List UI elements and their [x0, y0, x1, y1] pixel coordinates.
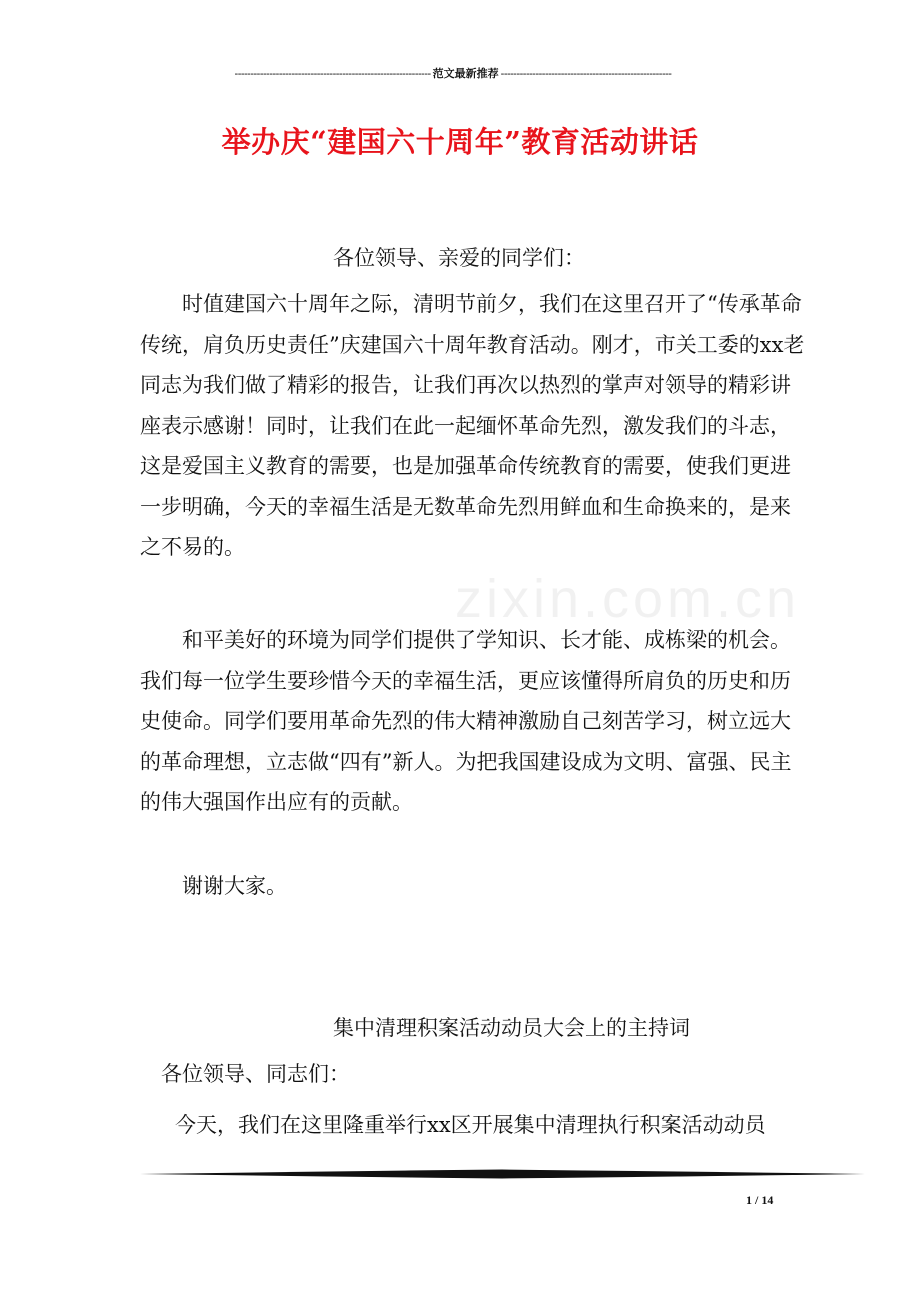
header-label: 范文最新推荐: [432, 68, 499, 80]
header-dashes-left: --------------------------------------------------------------: [234, 68, 431, 80]
header-dashes-right: ------------------------------------------------------: [500, 68, 672, 80]
footer-rule: [140, 1168, 865, 1180]
second-first-line: 今天，我们在这里隆重举行xx区开展集中清理执行积案活动动员: [175, 1113, 766, 1137]
second-greeting: 各位领导、同志们：: [161, 1062, 350, 1086]
paragraph-3: 谢谢大家。: [182, 874, 287, 898]
speech-body-3: [140, 866, 805, 907]
paragraph-1: 时值建国六十周年之际，清明节前夕，我们在这里召开了“传承革命传统，肩负历史责任”庆建国六十周年教育活动。刚才，市关工委的xx老同志为我们做了精彩的报告，让我们再次以热烈的掌声对领导的精彩讲座表示感谢！同时，让我们在此一起缅怀革命先烈，激发我们的斗志，这是爱国主义教育的需要，也是加强革命传统教育的需要，使我们更进一步明确，今天的幸福生活是无数革命先烈用鲜血和生命换来的，是来之不易的。: [140, 292, 805, 559]
page-number: 1 / 14: [746, 1193, 774, 1207]
document-title: 举办庆“建国六十周年”教育活动讲话: [221, 125, 699, 159]
greeting: 各位领导、亲爱的同学们：: [333, 246, 585, 270]
speech-body: [140, 284, 805, 568]
page-header: [138, 66, 768, 82]
paragraph-2: 和平美好的环境为同学们提供了学知识、长才能、成栋梁的机会。我们每一位学生要珍惜今天的幸福生活，更应该懂得所肩负的历史和历史使命。同学们要用革命先烈的伟大精神激励自己刻苦学习，树立远大的革命理想，立志做“四有”新人。为把我国建设成为文明、富强、民主的伟大强国作出应有的贡献。: [140, 628, 792, 814]
watermark: zixin.com.cn: [455, 569, 801, 629]
speech-body-2: [140, 620, 805, 823]
second-document-title: 集中清理积案活动动员大会上的主持词: [333, 1016, 690, 1040]
